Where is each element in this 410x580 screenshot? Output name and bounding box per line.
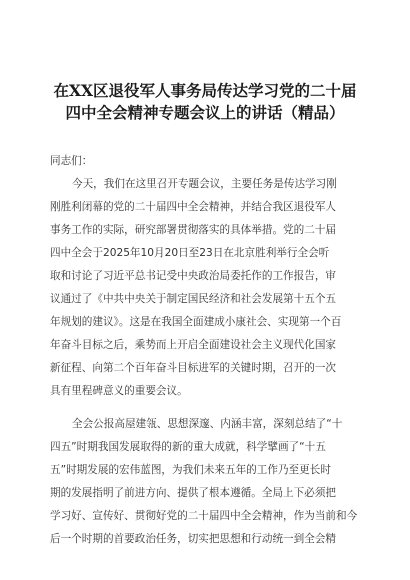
paragraph-line: 年奋斗目标之后，乘势而上开启全面建设社会主义现代化国家 <box>50 339 337 351</box>
document-body <box>50 150 368 551</box>
paragraph-2 <box>50 413 368 551</box>
paragraph-line: 四五”时期我国发展取得的新的重大成就，科学擘画了“十五 <box>50 441 326 453</box>
title-line-1: 在XX区退役军人事务局传达学习党的二十届 <box>53 81 357 100</box>
paragraph-line: 期的发展指明了前进方向、提供了根本遵循。全局上下必须把 <box>50 487 337 499</box>
paragraph-line: 后一个时期的首要政治任务，切实把思想和行动统一到全会精 <box>50 533 337 545</box>
paragraph-line: 具有里程碑意义的重要会议。 <box>50 385 188 397</box>
paragraph-line: 取和讨论了习近平总书记受中央政治局委托作的工作报告，审 <box>50 270 337 282</box>
paragraph-line: 四中全会于2025年10月20日至23日在北京胜利举行全会听 <box>50 247 330 259</box>
paragraph-line: 年规划的建议》。这是在我国全面建成小康社会、实现第一个百 <box>50 316 342 328</box>
document-title <box>40 80 370 124</box>
paragraph-line: 新征程、向第二个百年奋斗目标进军的关键时期，召开的一次 <box>50 362 337 374</box>
paragraph-1 <box>50 173 368 403</box>
salutation: 同志们： <box>50 155 93 167</box>
paragraph-line: 刚胜利闭幕的党的二十届四中全会精神，并结合我区退役军人 <box>50 201 337 213</box>
paragraph-line: 五”时期发展的宏伟蓝图，为我们未来五年的工作乃至更长时 <box>50 464 331 476</box>
title-line-2: 四中全会精神专题会议上的讲话（精品） <box>65 103 345 122</box>
paragraph-line: 议通过了《中共中央关于制定国民经济和社会发展第十五个五 <box>50 293 337 305</box>
paragraph-line: 事务工作的实际，研究部署贯彻落实的具体举措。党的二十届 <box>50 224 337 236</box>
paragraph-gap <box>50 403 368 413</box>
paragraph-line: 今天，我们在这里召开专题会议，主要任务是传达学习刚 <box>72 178 337 190</box>
paragraph-line: 学习好、宣传好、贯彻好党的二十届四中全会精神，作为当前和今 <box>50 510 358 522</box>
paragraph-line: 全会公报高屋建瓴、思想深邃、内涵丰富，深刻总结了“十 <box>72 418 343 430</box>
